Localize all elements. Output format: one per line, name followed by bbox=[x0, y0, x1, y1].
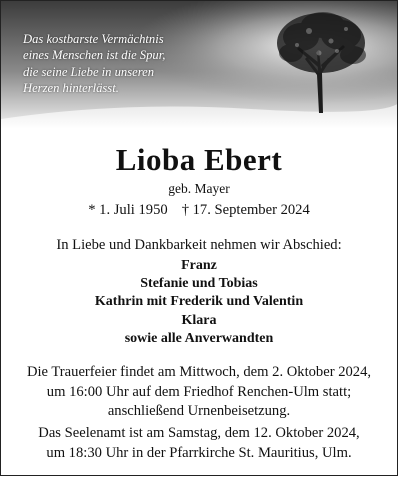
quote-line: Das kostbarste Vermächtnis bbox=[23, 32, 164, 46]
mourner-item: sowie alle Anverwandten bbox=[124, 330, 274, 346]
funeral-info bbox=[1, 363, 397, 422]
funeral-line: anschließend Urnenbeisetzung. bbox=[107, 403, 291, 419]
death-date: † 17. September 2024 bbox=[181, 202, 310, 218]
requiem-line: Das Seelenamt ist am Samstag, dem 12. Oktober 2024, bbox=[38, 425, 360, 441]
memorial-quote bbox=[23, 31, 165, 97]
requiem-line: um 18:30 Uhr in der Pfarrkirche St. Mauritius, Ulm. bbox=[46, 444, 352, 461]
quote-line: eines Menschen ist die Spur, bbox=[23, 48, 166, 63]
mourner-item: Stefanie und Tobias bbox=[140, 276, 258, 292]
birth-date: * 1. Juli 1950 bbox=[88, 202, 168, 218]
funeral-line: Die Trauerfeier findet am Mittwoch, dem 2. Oktober 2024, bbox=[26, 364, 372, 380]
deceased-name: Lioba Ebert bbox=[115, 142, 283, 177]
mourner-item: Kathrin mit Frederik und Valentin bbox=[94, 294, 304, 310]
mourner-item: Klara bbox=[181, 312, 217, 328]
funeral-line: um 16:00 Uhr auf dem Friedhof Renchen-Ulm statt; bbox=[46, 383, 352, 400]
header-banner bbox=[1, 1, 397, 129]
requiem-info bbox=[1, 424, 397, 463]
maiden-name: geb. Mayer bbox=[168, 181, 230, 196]
farewell-intro: In Liebe und Dankbarkeit nehmen wir Abschied: bbox=[56, 237, 342, 253]
life-dates bbox=[1, 200, 397, 220]
mourner-item: Franz bbox=[181, 258, 217, 273]
mourners-list bbox=[1, 257, 397, 348]
quote-line: die seine Liebe in unseren bbox=[23, 64, 155, 79]
quote-line: Herzen hinterlässt. bbox=[23, 81, 119, 96]
